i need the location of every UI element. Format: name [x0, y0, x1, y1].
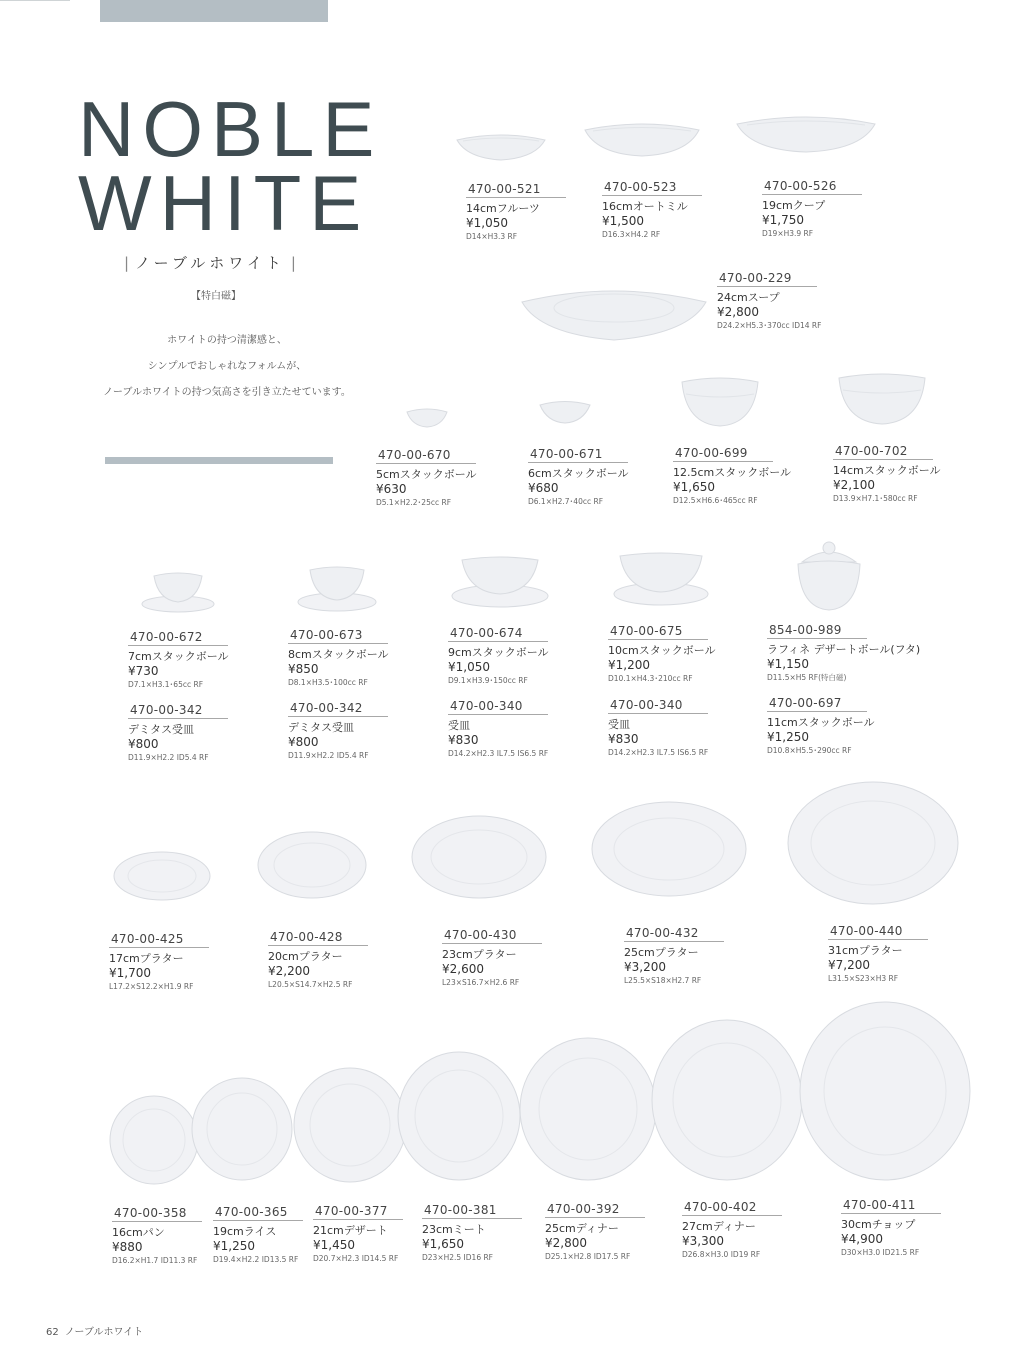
product-spec: L25.5×S18×H2.7 RF [624, 976, 702, 985]
product-470-00-699 [673, 442, 791, 506]
product-code: 470-00-430 [442, 928, 542, 944]
product-470-00-672 [128, 626, 229, 690]
product-spec: D11.5×H5 RF(特白磁) [767, 673, 847, 682]
product-spec: D11.9×H2.2 ID5.4 RF [288, 751, 369, 760]
series-subtitle: | ノーブルホワイト | [124, 254, 296, 272]
product-price: ¥1,450 [313, 1238, 355, 1252]
product-470-00-440 [828, 920, 928, 984]
product-code: 470-00-402 [682, 1200, 782, 1216]
product-470-00-526 [762, 175, 862, 239]
top-accent-bar [100, 0, 328, 22]
product-code: 470-00-672 [128, 630, 228, 646]
product-name: ラフィネ デザートボール(フタ) [767, 643, 921, 656]
product-price: ¥4,900 [841, 1232, 883, 1246]
product-price: ¥1,250 [213, 1239, 255, 1253]
product-name: 17cmプラター [109, 952, 184, 965]
round-plate-image [650, 1018, 804, 1182]
product-spec: L31.5×S23×H3 RF [828, 974, 899, 983]
round-plate-image [108, 1094, 200, 1186]
description-line: ノーブルホワイトの持つ気高さを引き立たせています。 [103, 387, 351, 398]
product-name: 25cmプラター [624, 946, 699, 959]
product-470-00-392 [545, 1198, 649, 1262]
product-price: ¥1,050 [466, 216, 508, 230]
cup-saucer-image [450, 552, 550, 610]
round-plate-image [292, 1066, 408, 1184]
product-470-00-430 [442, 924, 542, 988]
title-line-1: NOBLE [78, 85, 383, 173]
product-spec: D7.1×H3.1･65cc RF [128, 680, 204, 689]
product-code: 470-00-229 [717, 271, 817, 287]
product-price: ¥1,650 [422, 1237, 464, 1251]
product-name: 16cmオートミル [602, 200, 688, 213]
round-plate-image [518, 1036, 658, 1182]
product-price: ¥2,200 [268, 964, 310, 978]
product-name: 受皿 [608, 718, 630, 731]
product-470-00-670 [376, 444, 477, 508]
product-code: 470-00-670 [376, 448, 476, 464]
product-name: 8cmスタックボール [288, 648, 389, 661]
bowl-image [404, 404, 450, 430]
product-spec: D9.1×H3.9･150cc RF [448, 676, 528, 685]
product-code: 470-00-697 [767, 696, 867, 712]
cup-saucer-image [140, 568, 216, 614]
product-code: 470-00-428 [268, 930, 368, 946]
product-spec: D23×H2.5 ID16 RF [422, 1253, 493, 1262]
product-code: 470-00-526 [762, 179, 862, 195]
product-spec: D19.4×H2.2 ID13.5 RF [213, 1255, 299, 1264]
product-spec: D24.2×H5.3･370cc ID14 RF [717, 321, 822, 330]
product-price: ¥1,500 [602, 214, 644, 228]
product-spec: L17.2×S12.2×H1.9 RF [109, 982, 194, 991]
product-name: 31cmプラター [828, 944, 903, 957]
series-title [78, 85, 383, 247]
product-price: ¥630 [376, 482, 407, 496]
soup-plate-image [520, 278, 708, 346]
product-price: ¥730 [128, 664, 159, 678]
product-spec: D16.3×H4.2 RF [602, 230, 661, 239]
product-code: 470-00-365 [213, 1205, 303, 1221]
product-price: ¥1,250 [767, 730, 809, 744]
footer-label: ノーブルホワイト [64, 1327, 144, 1338]
product-price: ¥800 [128, 737, 159, 751]
product-name: 20cmプラター [268, 950, 343, 963]
product-470-00-674 [448, 622, 549, 686]
product-spec: D13.9×H7.1･580cc RF [833, 494, 918, 503]
product-price: ¥3,200 [624, 960, 666, 974]
product-spec: D11.9×H2.2 ID5.4 RF [128, 753, 209, 762]
product-name: 19cmクープ [762, 199, 826, 212]
product-code: 470-00-675 [608, 624, 708, 640]
product-470-00-381 [422, 1199, 526, 1263]
product-code: 470-00-392 [545, 1202, 645, 1218]
product-price: ¥850 [288, 662, 319, 676]
bowl-image [835, 368, 929, 428]
product-code: 470-00-674 [448, 626, 548, 642]
product-name: 16cmパン [112, 1226, 165, 1239]
product-spec: D8.1×H3.5･100cc RF [288, 678, 368, 687]
product-spec: D14.2×H2.3 IL7.5 IS6.5 RF [448, 749, 549, 758]
page-number: 62 [46, 1327, 59, 1338]
product-code: 470-00-671 [528, 447, 628, 463]
product-code: 470-00-377 [313, 1204, 403, 1220]
product-spec: L23×S16.7×H2.6 RF [442, 978, 520, 987]
bowl-image [537, 396, 593, 426]
product-470-00-671 [528, 443, 629, 507]
product-price: ¥1,700 [109, 966, 151, 980]
product-price: ¥830 [448, 733, 479, 747]
round-plate-image [798, 1000, 972, 1182]
product-code: 854-00-989 [767, 623, 867, 639]
product-spec: D16.2×H1.7 ID11.3 RF [112, 1256, 198, 1265]
product-name: 5cmスタックボール [376, 468, 477, 481]
product-code: 470-00-340 [608, 698, 708, 714]
material-label: 【特白磁】 [191, 291, 241, 302]
product-spec: D14×H3.3 RF [466, 232, 518, 241]
bowl-image [678, 372, 762, 430]
product-code: 470-00-411 [841, 1198, 941, 1214]
product-470-00-342 [288, 697, 388, 761]
product-price: ¥2,100 [833, 478, 875, 492]
cup-saucer-image [296, 562, 378, 614]
product-name: 受皿 [448, 719, 470, 732]
oval-platter-image [256, 830, 368, 900]
product-name: 25cmディナー [545, 1222, 619, 1235]
oval-platter-image [590, 800, 748, 898]
product-spec: D30×H3.0 ID21.5 RF [841, 1248, 920, 1257]
product-name: 23cmミート [422, 1223, 486, 1236]
product-price: ¥800 [288, 735, 319, 749]
description-line: ホワイトの持つ清潔感と、 [167, 335, 287, 346]
product-price: ¥1,200 [608, 658, 650, 672]
product-name: 24cmスープ [717, 291, 780, 304]
product-price: ¥680 [528, 481, 559, 495]
product-470-00-340 [608, 694, 708, 758]
product-name: 30cmチョップ [841, 1218, 916, 1231]
top-rule [0, 0, 70, 1]
product-price: ¥2,800 [717, 305, 759, 319]
product-code: 470-00-432 [624, 926, 724, 942]
product-470-00-432 [624, 922, 724, 986]
product-price: ¥2,800 [545, 1236, 587, 1250]
product-470-00-229 [717, 267, 821, 331]
product-name: 21cmデザート [313, 1224, 388, 1237]
product-price: ¥1,750 [762, 213, 804, 227]
product-price: ¥880 [112, 1240, 143, 1254]
product-code: 470-00-440 [828, 924, 928, 940]
product-code: 470-00-425 [109, 932, 209, 948]
product-470-00-521 [466, 178, 566, 242]
product-name: 14cmスタックボール [833, 464, 941, 477]
product-spec: D19×H3.9 RF [762, 229, 814, 238]
product-name: 14cmフルーツ [466, 202, 540, 215]
product-name: 7cmスタックボール [128, 650, 229, 663]
product-price: ¥1,650 [673, 480, 715, 494]
product-spec: D14.2×H2.3 IL7.5 IS6.5 RF [608, 748, 709, 757]
bowl-image [455, 128, 547, 164]
product-code: 470-00-340 [448, 699, 548, 715]
title-line-2: WHITE [78, 159, 370, 247]
lidded-bowl-image [790, 536, 868, 614]
product-code: 470-00-521 [466, 182, 566, 198]
product-spec: D25.1×H2.8 ID17.5 RF [545, 1252, 631, 1261]
product-name: デミタス受皿 [288, 721, 354, 734]
product-code: 470-00-523 [602, 180, 702, 196]
product-code: 470-00-702 [833, 444, 933, 460]
product-854-00-989 [767, 619, 920, 683]
product-name: 11cmスタックボール [767, 716, 875, 729]
product-470-00-365 [213, 1201, 305, 1265]
product-spec: D26.8×H3.0 ID19 RF [682, 1250, 761, 1259]
product-470-00-697 [767, 692, 875, 756]
product-spec: D12.5×H6.6･465cc RF [673, 496, 758, 505]
page-footer [46, 1323, 149, 1338]
subtitle-text: ノーブルホワイト [135, 254, 285, 272]
product-price: ¥1,050 [448, 660, 490, 674]
product-470-00-428 [268, 926, 368, 990]
oval-platter-image [112, 850, 212, 902]
product-name: 6cmスタックボール [528, 467, 629, 480]
product-name: 10cmスタックボール [608, 644, 716, 657]
product-code: 470-00-342 [288, 701, 388, 717]
product-name: 23cmプラター [442, 948, 517, 961]
oval-platter-image [786, 780, 960, 906]
product-code: 470-00-673 [288, 628, 388, 644]
product-name: 9cmスタックボール [448, 646, 549, 659]
product-spec: D10.8×H5.5･290cc RF [767, 746, 852, 755]
bowl-image [583, 116, 701, 161]
product-name: 12.5cmスタックボール [673, 466, 792, 479]
section-divider [105, 457, 333, 464]
product-name: デミタス受皿 [128, 723, 194, 736]
product-price: ¥7,200 [828, 958, 870, 972]
product-470-00-411 [841, 1194, 945, 1258]
product-470-00-340 [448, 695, 548, 759]
product-price: ¥2,600 [442, 962, 484, 976]
series-description [82, 328, 372, 406]
product-spec: D5.1×H2.2･25cc RF [376, 498, 452, 507]
product-name: 19cmライス [213, 1225, 277, 1238]
product-code: 470-00-699 [673, 446, 773, 462]
product-code: 470-00-342 [128, 703, 228, 719]
bowl-image [735, 108, 877, 156]
oval-platter-image [410, 814, 548, 900]
product-470-00-342 [128, 699, 228, 763]
product-470-00-358 [112, 1202, 204, 1266]
product-470-00-675 [608, 620, 716, 684]
product-470-00-377 [313, 1200, 405, 1264]
product-code: 470-00-381 [422, 1203, 522, 1219]
product-470-00-523 [602, 176, 702, 240]
product-470-00-402 [682, 1196, 786, 1260]
product-code: 470-00-358 [112, 1206, 202, 1222]
product-470-00-673 [288, 624, 389, 688]
product-470-00-702 [833, 440, 941, 504]
product-spec: D6.1×H2.7･40cc RF [528, 497, 604, 506]
round-plate-image [190, 1076, 294, 1182]
product-price: ¥1,150 [767, 657, 809, 671]
cup-saucer-image [612, 548, 710, 608]
product-price: ¥3,300 [682, 1234, 724, 1248]
product-spec: D20.7×H2.3 ID14.5 RF [313, 1254, 399, 1263]
round-plate-image [396, 1050, 522, 1182]
product-price: ¥830 [608, 732, 639, 746]
description-line: シンプルでおしゃれなフォルムが、 [147, 361, 307, 372]
product-spec: D10.1×H4.3･210cc RF [608, 674, 693, 683]
product-name: 27cmディナー [682, 1220, 756, 1233]
product-spec: L20.5×S14.7×H2.5 RF [268, 980, 353, 989]
product-470-00-425 [109, 928, 209, 992]
